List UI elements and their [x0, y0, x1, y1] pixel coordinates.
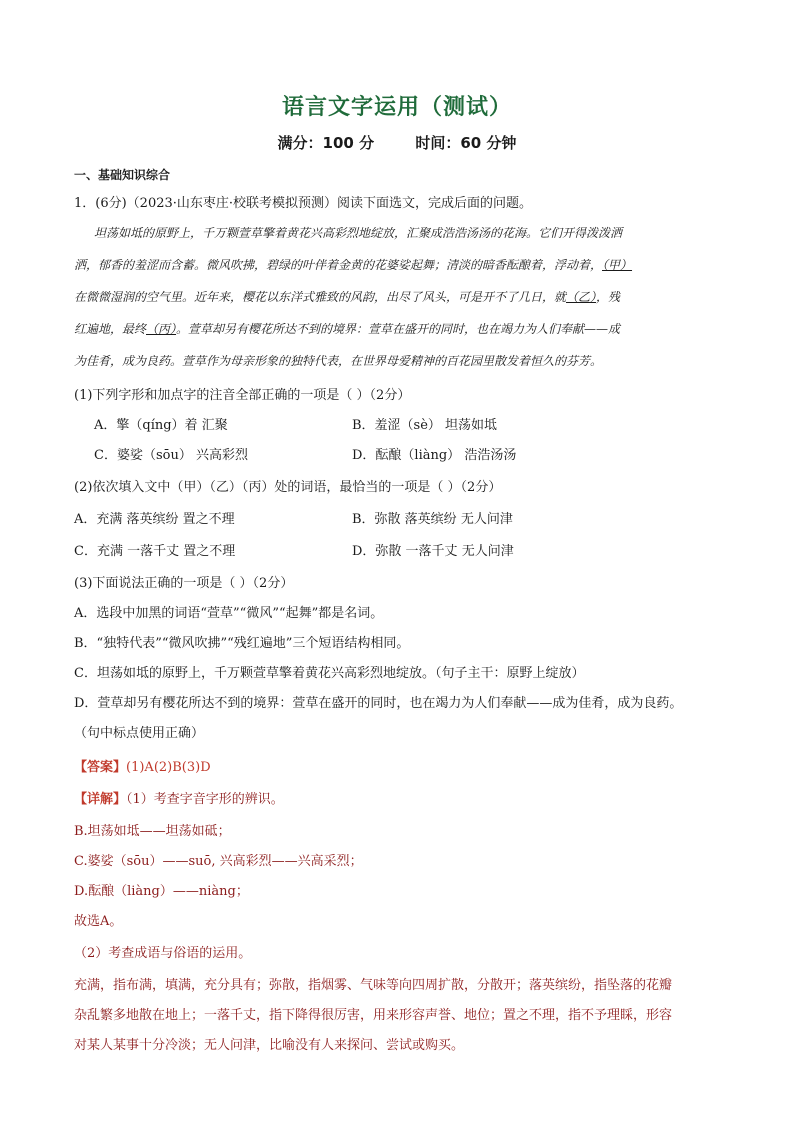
- section-heading: 一、基础知识综合: [74, 168, 171, 182]
- q2-option-a: A．充满 落英缤纷 置之不理: [74, 512, 235, 527]
- q1-option-d: D．酝酿（liàng） 浩浩汤汤: [352, 448, 517, 463]
- exam-meta: [0, 132, 794, 153]
- passage-line-3-tail: ，残: [596, 290, 621, 304]
- detail-line-6: 充满，指布满，填满，充分具有；弥散，指烟雾、气味等向四周扩散，分散开；落英缤纷，指坠落的花瓣: [74, 978, 673, 993]
- q1-option-b: B．羞涩（sè） 坦荡如坻: [352, 418, 498, 433]
- question-intro: 1．(6分)（2023·山东枣庄·校联考模拟预测）阅读下面选文，完成后面的问题。: [74, 196, 533, 211]
- detail-line-2: C.婆娑（sōu）——suō, 兴高彩烈——兴高采烈；: [74, 854, 363, 869]
- blank-bing: （丙）: [146, 322, 177, 336]
- detail-line-1: B.坦荡如坻——坦荡如砥；: [74, 824, 231, 839]
- passage-line-5: 为佳肴，成为良药。萱草作为母亲形象的独特代表，在世界母爱精神的百花园里散发着恒久的芬芳。: [74, 354, 603, 368]
- detail-line-7: 杂乱繁多地散在地上；一落千丈，指下降得很厉害，用来形容声誉、地位；置之不理，指不予理睬，形容: [74, 1008, 673, 1023]
- q3-option-a: A．选段中加黑的词语“萱草”“微风”“起舞”都是名词。: [74, 606, 384, 621]
- q3-stem: (3)下面说法正确的一项是（ ）（2分）: [74, 576, 294, 591]
- q2-option-b: B．弥散 落英缤纷 无人问津: [352, 512, 513, 527]
- answer-text: (1)A(2)B(3)D: [126, 760, 211, 775]
- answer-tag: 【答案】: [74, 760, 127, 775]
- q3-option-d-note: （句中标点使用正确）: [74, 726, 205, 741]
- blank-jia: （甲）: [602, 258, 633, 272]
- passage-line-1: 坦荡如坻的原野上，千万颗萱草擎着黄花兴高彩烈地绽放，汇聚成浩浩汤汤的花海。它们开得泼泼洒: [94, 226, 623, 240]
- q3-option-d: D．萱草却另有樱花所达不到的境界：萱草在盛开的同时，也在竭力为人们奉献——成为佳肴，成为良药。: [74, 696, 683, 711]
- detail-line-4: 故选A。: [74, 914, 123, 929]
- q3-option-c: C．坦荡如坻的原野上，千万颗萱草擎着黄花兴高彩烈地绽放。（句子主干：原野上绽放）: [74, 666, 585, 681]
- passage-line-2-text: 洒，郁香的羞涩而含蓄。微风吹拂，碧绿的叶伴着金黄的花婆娑起舞；清淡的暗香酝酿着，浮动着，: [74, 258, 603, 272]
- answer-line: [74, 756, 211, 775]
- passage-line-3: [74, 288, 620, 305]
- detail-line-8: 对某人某事十分冷淡；无人问津，比喻没有人来探问、尝试或购买。: [74, 1038, 465, 1053]
- detail-line-5: （2）考查成语与俗语的运用。: [74, 946, 252, 961]
- detail-head: （1）考查字音字形的辨识。: [126, 792, 284, 807]
- q2-option-d: D．弥散 一落千丈 无人问津: [352, 544, 514, 559]
- passage-line-3-text: 在微微湿润的空气里。近年来，樱花以东洋式雅致的风韵，出尽了风头，可是开不了几日，就: [74, 290, 567, 304]
- q1-stem: (1)下列字形和加点字的注音全部正确的一项是（ ）（2分）: [74, 388, 411, 403]
- q3-option-b: B．“独特代表”“微风吹拂”“残红遍地”三个短语结构相同。: [74, 636, 410, 651]
- passage-line-2: [74, 256, 632, 273]
- passage-line-4-rest: 。萱草却另有樱花所达不到的境界：萱草在盛开的同时，也在竭力为人们奉献——成: [176, 322, 621, 336]
- detail-line: [74, 788, 284, 807]
- q1-option-c: C．婆娑（sōu） 兴高彩烈: [94, 448, 248, 463]
- passage-line-4: [74, 320, 620, 337]
- time-limit: 时间：60 分钟: [415, 134, 517, 152]
- detail-tag: 【详解】: [74, 792, 127, 807]
- full-score: 满分：100 分: [277, 134, 375, 152]
- page-title: 语言文字运用（测试）: [281, 95, 512, 120]
- blank-yi: （乙）: [566, 290, 597, 304]
- q2-stem: (2)依次填入文中（甲）（乙）（丙）处的词语，最恰当的一项是（ ）（2分）: [74, 480, 502, 495]
- q2-option-c: C．充满 一落千丈 置之不理: [74, 544, 236, 559]
- q1-option-a: A．擎（qíng）着 汇聚: [94, 418, 228, 433]
- detail-line-3: D.酝酿（liàng）——niàng；: [74, 884, 249, 899]
- passage-line-4-text: 红遍地，最终: [74, 322, 147, 336]
